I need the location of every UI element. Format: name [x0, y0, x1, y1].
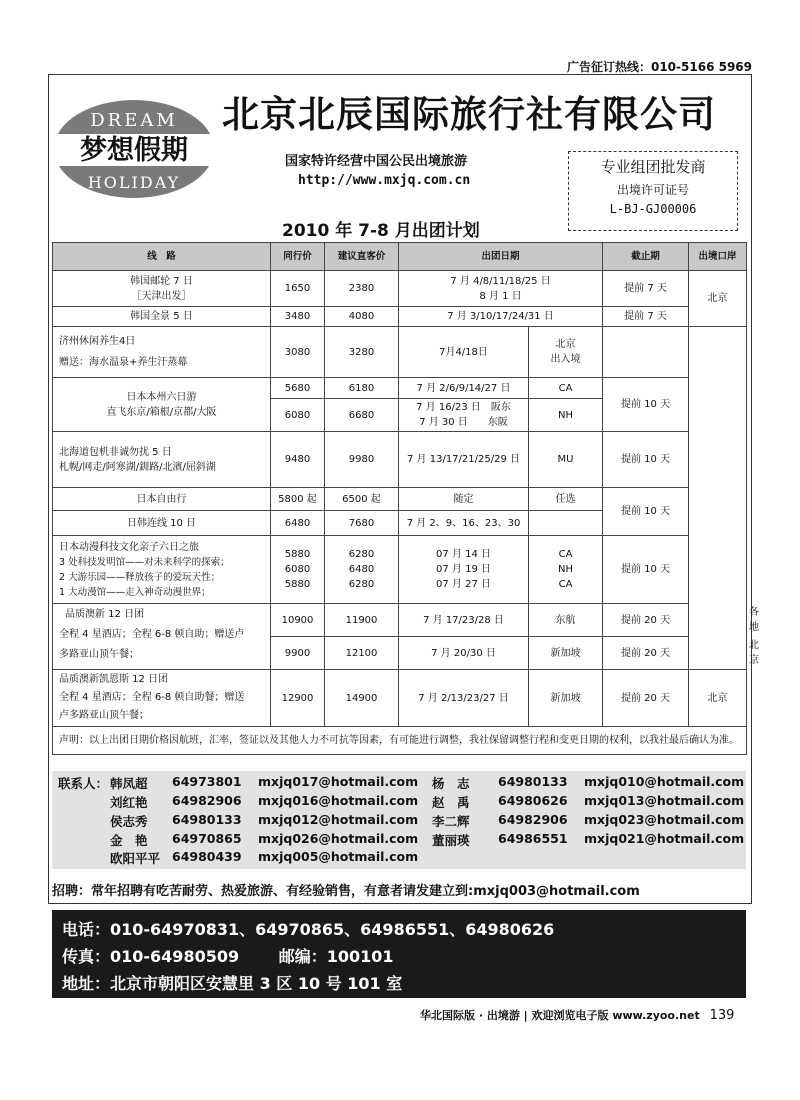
contacts-label: 联系人：: [58, 776, 109, 791]
route: 韩国全景 5 日: [53, 307, 271, 327]
route-detail: 札幌/网走/阿寒湖/釧路/北濱/屈斜湖: [59, 461, 216, 473]
deadline: [603, 327, 689, 378]
trade-price: 9900: [271, 637, 325, 670]
postcode: 邮编：100101: [278, 947, 394, 966]
trade-price: 5880: [284, 579, 311, 590]
contact-name: 赵 禹: [432, 795, 470, 810]
retail-price: 11900: [325, 604, 399, 637]
deadline: 提前 20 天: [603, 670, 689, 727]
contacts-panel: [52, 771, 746, 869]
table-row: [53, 271, 747, 307]
retail-price: 4080: [325, 307, 399, 327]
trade-price: 3480: [271, 307, 325, 327]
retail-price: 9980: [325, 432, 399, 488]
retail-price: 12100: [325, 637, 399, 670]
airline: 新加坡: [529, 637, 603, 670]
trade-price: 3080: [271, 327, 325, 378]
header-date: 出团日期: [399, 243, 603, 271]
table-row: [53, 488, 747, 511]
table-row: [53, 327, 747, 378]
retail-price: 14900: [325, 670, 399, 727]
port-blank: [689, 327, 747, 670]
contact-email[interactable]: mxjq017@hotmail.com: [258, 774, 419, 789]
airline: 北京: [555, 339, 576, 350]
license-label: 出境许可证号: [616, 183, 689, 197]
route: 韩国邮轮 7 日: [130, 275, 193, 287]
date: 07 月 19 日: [436, 564, 491, 575]
company-name: 北京北辰国际旅行社有限公司: [222, 92, 716, 136]
route-detail: 赠送：海水温泉+养生汗蒸幕: [59, 357, 188, 368]
trade-price: 6080: [271, 399, 325, 432]
contact-email[interactable]: mxjq021@hotmail.com: [584, 831, 745, 846]
contact-row: [52, 774, 746, 794]
retail-price: 3280: [325, 327, 399, 378]
contact-name: 董丽瑛: [432, 833, 470, 848]
plan-title: 2010 年 7-8 月出团计划: [282, 221, 480, 241]
deadline: 提前 7 天: [603, 271, 689, 307]
fax-postcode-line: [62, 943, 736, 970]
contact-name: 金 艳: [110, 833, 148, 848]
contact-name: 刘红艳: [110, 795, 148, 810]
route-detail: 全程 4 星酒店；全程 6-8 顿自助；赠送卢: [59, 629, 245, 640]
airline: MU: [529, 432, 603, 488]
page-number: 139: [709, 1008, 735, 1023]
contact-phone: 64980133: [498, 774, 568, 789]
contact-name: 杨 志: [432, 776, 470, 791]
airline: NH: [558, 564, 573, 575]
table-row: [53, 536, 747, 604]
deadline: 提前 10 天: [603, 488, 689, 536]
route-detail: 直飞东京/箱根/京都/大阪: [106, 406, 217, 418]
airline: 任选: [529, 488, 603, 511]
date: 7 月 3/10/17/24/31 日: [399, 307, 603, 327]
route-detail: 多路亚山顶午餐；: [59, 649, 139, 660]
date: 7 月 17/23/28 日: [399, 604, 529, 637]
trade-price: 12900: [271, 670, 325, 727]
trade-price: 6480: [271, 511, 325, 536]
contact-name: 侯志秀: [110, 814, 148, 829]
recruitment-notice: 招聘：常年招聘有吃苦耐劳、热爱旅游、有经验销售，有意者请发建立到:mxjq003@hotmail.com: [52, 884, 640, 899]
table-header-row: [53, 243, 747, 271]
contact-row: [52, 793, 746, 813]
route-detail: 全程 4 星酒店；全程 6-8 顿自助餐；赠送: [59, 692, 245, 703]
header-port: 出境口岸: [689, 243, 747, 271]
table-row: [53, 378, 747, 399]
declaration: 声明：以上出团日期价格因航班，汇率，签证以及其他人力不可抗等因素，有可能进行调整，我社保留调整行程和变更日期的权利，以我社最后确认为准。: [53, 727, 747, 755]
trade-price: 1650: [271, 271, 325, 307]
route: 济州休闲养生4日: [59, 336, 136, 347]
contact-email[interactable]: mxjq023@hotmail.com: [584, 812, 745, 827]
contact-row: [52, 849, 746, 869]
contact-email[interactable]: mxjq012@hotmail.com: [258, 812, 419, 827]
contact-email[interactable]: mxjq026@hotmail.com: [258, 831, 419, 846]
table-row: [53, 307, 747, 327]
table-row: [53, 432, 747, 488]
route-detail: 1 大动漫馆——走入神奇动漫世界；: [59, 586, 211, 598]
contact-row: [52, 812, 746, 832]
date: 7 月 2/13/23/27 日: [399, 670, 529, 727]
header-trade-price: 同行价: [271, 243, 325, 271]
date: 07 月 14 日: [436, 549, 491, 560]
route-detail: ［天津出发］: [131, 290, 192, 302]
port: 北京: [689, 670, 747, 727]
route-detail: 卢多路亚山顶午餐；: [59, 710, 149, 721]
contact-name: 韩凤超: [110, 776, 148, 791]
contact-email[interactable]: mxjq016@hotmail.com: [258, 793, 419, 808]
fax: 传真：010-64980509: [62, 947, 240, 966]
ad-hotline: 广告征订热线：010-5166 5969: [566, 60, 752, 74]
contact-phone: 64970865: [172, 831, 242, 846]
date: 7 月 13/17/21/25/29 日: [399, 432, 529, 488]
retail-price: 6180: [325, 378, 399, 399]
retail-price: 6480: [348, 564, 375, 575]
date: 7 月 2、9、16、23、30: [399, 511, 529, 536]
tour-plan-table: [52, 242, 760, 755]
license-title: 专业组团批发商: [600, 158, 706, 176]
airline: CA: [558, 549, 573, 560]
contact-phone: 64982906: [172, 793, 242, 808]
license-box: [568, 151, 738, 231]
route-detail: 2 大游乐园——释放孩子的爱玩天性；: [59, 571, 221, 583]
route: 品质澳新凯恩斯 12 日团: [59, 674, 169, 685]
route: 日本本州六日游: [126, 391, 197, 403]
logo-middle-text: 梦想假期: [80, 135, 188, 166]
deadline: 提前 7 天: [603, 307, 689, 327]
deadline: 提前 20 天: [603, 604, 689, 637]
trade-price: 5880: [284, 549, 311, 560]
contact-phone: 64980439: [172, 849, 242, 864]
website-link[interactable]: http://www.mxjq.com.cn: [298, 173, 471, 188]
airline: [529, 511, 603, 536]
contact-email[interactable]: mxjq005@hotmail.com: [258, 849, 419, 864]
header-route: 线 路: [53, 243, 271, 271]
subtitle: 国家特许经营中国公民出境旅游: [285, 154, 468, 169]
route: 北海道包机非诚勿扰 5 日: [59, 446, 172, 458]
trade-price: 5680: [271, 378, 325, 399]
header-retail-price: 建议直客价: [325, 243, 399, 271]
dream-holiday-logo: [52, 98, 217, 200]
deadline: 提前 10 天: [603, 432, 689, 488]
contact-email[interactable]: mxjq013@hotmail.com: [584, 793, 745, 808]
trade-price: 9480: [271, 432, 325, 488]
date: 7 月 16/23 日 阪东: [416, 402, 511, 413]
license-number: L-BJ-GJ00006: [609, 202, 697, 216]
retail-price: 6500 起: [325, 488, 399, 511]
route: 日韩连线 10 日: [53, 511, 271, 536]
airline: CA: [529, 378, 603, 399]
airline: 新加坡: [529, 670, 603, 727]
contact-phone: 64982906: [498, 812, 568, 827]
deadline: 提前 10 天: [603, 378, 689, 432]
contact-name: 李二辉: [432, 814, 470, 829]
trade-price: 5800 起: [271, 488, 325, 511]
airline-detail: 出入境: [550, 354, 581, 365]
contact-name: 欧阳平平: [110, 851, 161, 866]
contact-phone: 64986551: [498, 831, 568, 846]
date: 07 月 27 日: [436, 579, 491, 590]
airline: CA: [558, 579, 573, 590]
contact-phone: 64980133: [172, 812, 242, 827]
route-detail: 3 处科技发明馆——对未来科学的探索；: [59, 556, 230, 568]
date: 随定: [399, 488, 529, 511]
contact-info-bar: [52, 910, 746, 998]
footer: [420, 1007, 734, 1023]
table-row: 9900 12100 7 月 20/30 日 新加坡 提前 20 天 北京: [53, 637, 747, 670]
retail-price: 6680: [325, 399, 399, 432]
retail-price: 2380: [325, 271, 399, 307]
date-extra: 7 月 30 日 东阪: [419, 417, 508, 428]
contact-phone: 64973801: [172, 774, 242, 789]
contact-phone: 64980626: [498, 793, 568, 808]
route: 日本自由行: [53, 488, 271, 511]
route: 日本动漫科技文化亲子六日之旅: [59, 541, 199, 553]
contact-row: [52, 831, 746, 851]
deadline: 提前 20 天: [603, 637, 689, 670]
table-row: 品质澳新 12 日团 全程 4 星酒店；全程 6-8 顿自助；赠送卢 多路亚山顶午餐； 10900 11900 7 月 17/23/28 日 东航 提前 20 天 各地: [53, 604, 747, 637]
route: 品质澳新 12 日团: [65, 609, 145, 620]
logo-bottom-text: HOLIDAY: [87, 173, 181, 192]
retail-price: 6280: [348, 549, 375, 560]
port: 北京: [689, 271, 747, 327]
table-row: [53, 670, 747, 727]
airline: NH: [529, 399, 603, 432]
retail-price: 6280: [348, 579, 375, 590]
trade-price: 6080: [284, 564, 311, 575]
retail-price: 7680: [325, 511, 399, 536]
address: 地址：北京市朝阳区安慧里 3 区 10 号 101 室: [62, 974, 403, 993]
date: 7 月 20/30 日: [399, 637, 529, 670]
contact-email[interactable]: mxjq010@hotmail.com: [584, 774, 745, 789]
logo-top-text: DREAM: [90, 110, 178, 131]
trade-price: 10900: [271, 604, 325, 637]
airline: 东航: [529, 604, 603, 637]
date: 7 月 4/8/11/18/25 日: [450, 275, 551, 287]
telephone: 电话：010-64970831、64970865、64986551、64980626: [62, 920, 555, 939]
date-extra: 8 月 1 日: [479, 290, 522, 302]
declaration-row: [53, 727, 747, 755]
date: 7 月 2/6/9/14/27 日: [399, 378, 529, 399]
header-deadline: 截止期: [603, 243, 689, 271]
date: 7月4/18日: [399, 327, 529, 378]
deadline: 提前 10 天: [603, 536, 689, 604]
footer-text: 华北国际版 · 出境游 | 欢迎浏览电子版 www.zyoo.net: [420, 1009, 700, 1022]
